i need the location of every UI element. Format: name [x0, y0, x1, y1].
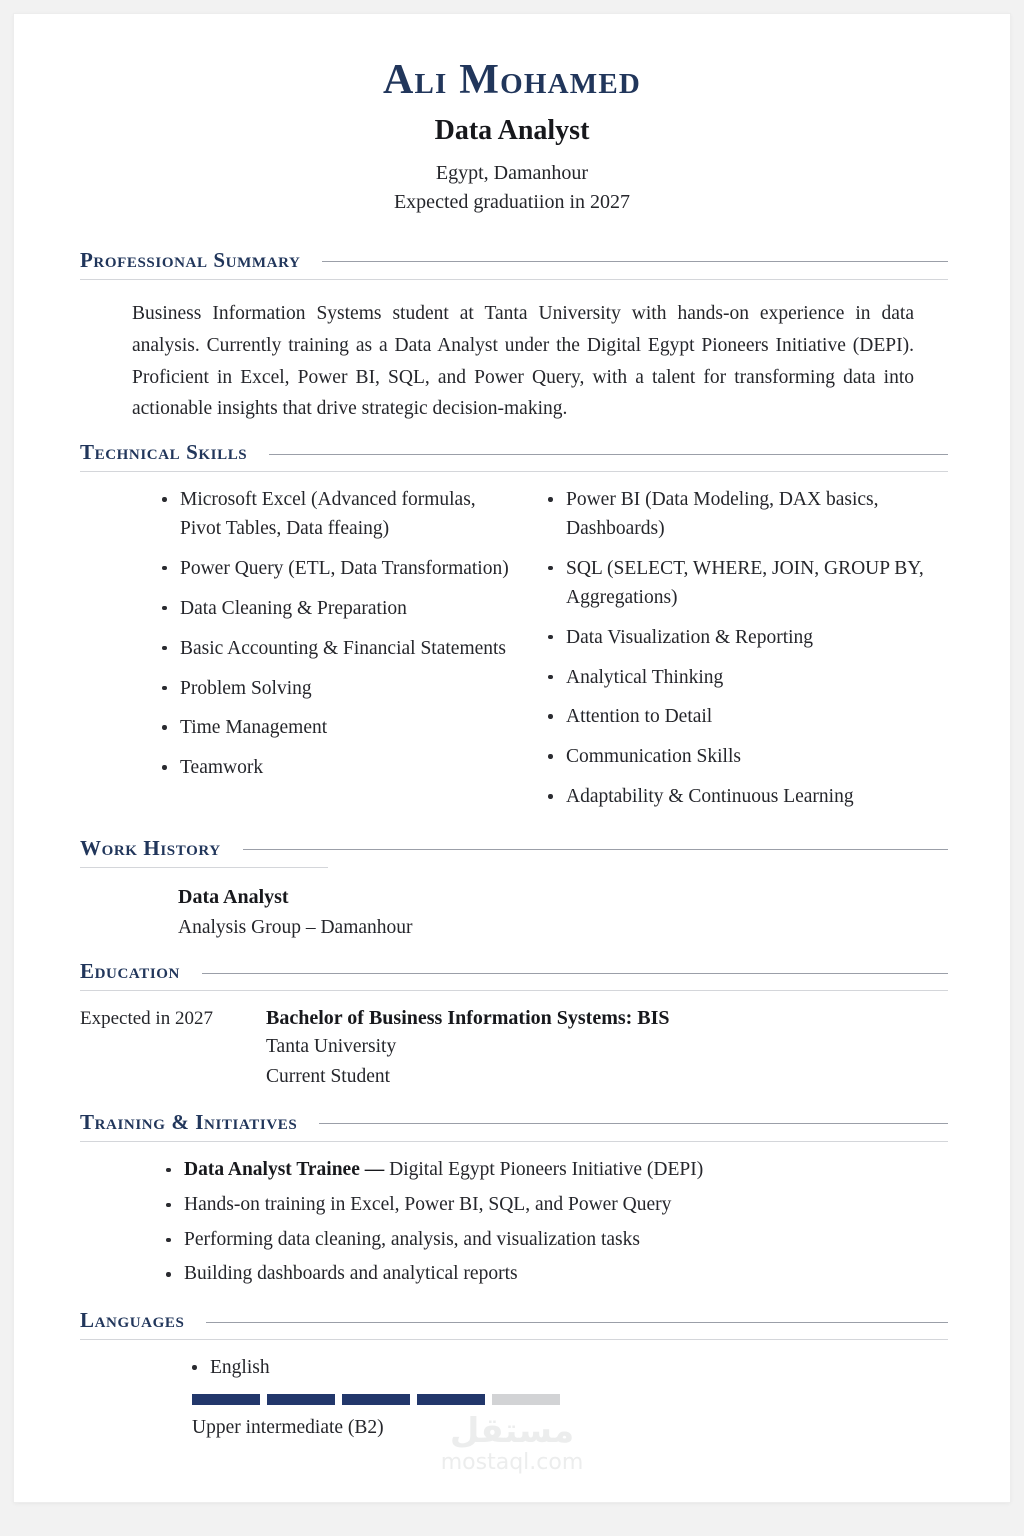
list-item: Data Cleaning & Preparation [162, 595, 514, 624]
section-heading-work-history [14, 837, 1010, 860]
list-item-lead: Data Analyst Trainee — [184, 1158, 390, 1180]
list-item [166, 1156, 948, 1185]
heading-rule [319, 1123, 948, 1124]
language-name: English [210, 1357, 270, 1379]
section-heading-label: Training & Initiatives [80, 1109, 298, 1134]
heading-rule [243, 849, 948, 850]
list-item: Communication Skills [548, 743, 948, 772]
training-list [144, 1156, 948, 1289]
language-proficiency-bar [192, 1394, 948, 1405]
skills-list-right [526, 486, 948, 812]
section-education [14, 960, 1010, 1090]
watermark-latin: mostaql.com [440, 1449, 584, 1475]
rating-segment-filled [417, 1394, 485, 1405]
rating-segment-filled [267, 1394, 335, 1405]
education-degree: Bachelor of Business Information Systems: BIS [266, 1007, 670, 1030]
section-heading-label: Technical Skills [80, 440, 248, 465]
heading-rule [322, 261, 948, 262]
list-item: Microsoft Excel (Advanced formulas, Pivot Tables, Data ffeaing) [162, 486, 514, 544]
work-organization: Analysis Group – Damanhour [178, 917, 413, 939]
candidate-name: Ali Mohamed [382, 57, 641, 103]
rating-segment-filled [192, 1394, 260, 1405]
rating-segment-filled [342, 1394, 410, 1405]
heading-rule [269, 454, 948, 455]
watermark-arabic: مستقل [449, 1410, 575, 1451]
section-heading-label: Professional Summary [80, 247, 301, 272]
list-item [166, 1260, 948, 1289]
section-heading-training [14, 1111, 1010, 1134]
list-item: Power Query (ETL, Data Transformation) [162, 555, 514, 584]
candidate-job-title: Data Analyst [434, 115, 590, 147]
education-entry [14, 991, 1010, 1090]
skills-column-right [514, 486, 948, 823]
list-item-text: Hands-on training in Excel, Power BI, SQL, and Power Query [184, 1193, 672, 1215]
candidate-graduation: Expected graduatiion in 2027 [393, 190, 631, 213]
resume-content [14, 14, 1010, 1502]
rating-segment-empty [492, 1394, 560, 1405]
list-item-text: Performing data cleaning, analysis, and visualization tasks [184, 1228, 640, 1250]
section-heading-languages [14, 1309, 1010, 1332]
list-item: Teamwork [162, 754, 514, 783]
list-item-text: Building dashboards and analytical reports [184, 1263, 518, 1285]
list-item-text: Digital Egypt Pioneers Initiative (DEPI) [389, 1158, 704, 1180]
education-status: Current Student [266, 1066, 391, 1088]
heading-rule [206, 1322, 948, 1323]
list-item: Attention to Detail [548, 703, 948, 732]
language-item [192, 1354, 948, 1383]
work-history-entry [14, 868, 1010, 942]
language-entry [14, 1340, 1010, 1441]
section-heading-education [14, 960, 1010, 983]
section-professional-summary [14, 249, 1010, 425]
list-item: Power BI (Data Modeling, DAX basics, Dashboards) [548, 486, 948, 544]
education-details [252, 1005, 948, 1090]
section-heading-label: Work History [80, 835, 221, 860]
candidate-location: Egypt, Damanhour [435, 161, 589, 184]
section-work-history [14, 837, 1010, 942]
heading-rule [202, 973, 948, 974]
list-item: Adaptability & Continuous Learning [548, 783, 948, 812]
skills-column-left [80, 486, 514, 823]
summary-text: Business Information Systems student at Tanta University with hands-on experience in data analysis. Currently training as a Data Analyst under the Digital Egypt Pioneers Initiative (DEPI). Proficient in Excel, Power BI, SQL, and Power Query, with a talent for transforming data into actionable insights that drive strategic decision-making. [132, 302, 914, 420]
list-item: Problem Solving [162, 675, 514, 704]
list-item: Time Management [162, 714, 514, 743]
list-item: SQL (SELECT, WHERE, JOIN, GROUP BY, Aggregations) [548, 555, 948, 613]
training-list-wrap [14, 1142, 1010, 1289]
section-training-initiatives [14, 1111, 1010, 1290]
resume-header [14, 14, 1010, 217]
section-heading-skills [14, 441, 1010, 464]
list-item: Basic Accounting & Financial Statements [162, 635, 514, 664]
language-list [170, 1354, 948, 1383]
section-heading-label: Education [80, 959, 180, 984]
section-heading-label: Languages [80, 1308, 185, 1333]
section-technical-skills [14, 441, 1010, 823]
language-level: Upper intermediate (B2) [192, 1417, 384, 1439]
list-item: Analytical Thinking [548, 664, 948, 693]
section-languages [14, 1309, 1010, 1441]
section-heading-summary [14, 249, 1010, 272]
education-institution: Tanta University [266, 1036, 397, 1058]
skills-list-left [140, 486, 514, 783]
resume-page [14, 14, 1010, 1502]
list-item [166, 1191, 948, 1220]
list-item: Data Visualization & Reporting [548, 624, 948, 653]
education-date: Expected in 2027 [80, 1008, 213, 1030]
work-role: Data Analyst [178, 886, 289, 909]
list-item [166, 1226, 948, 1255]
skills-columns [14, 472, 1010, 823]
